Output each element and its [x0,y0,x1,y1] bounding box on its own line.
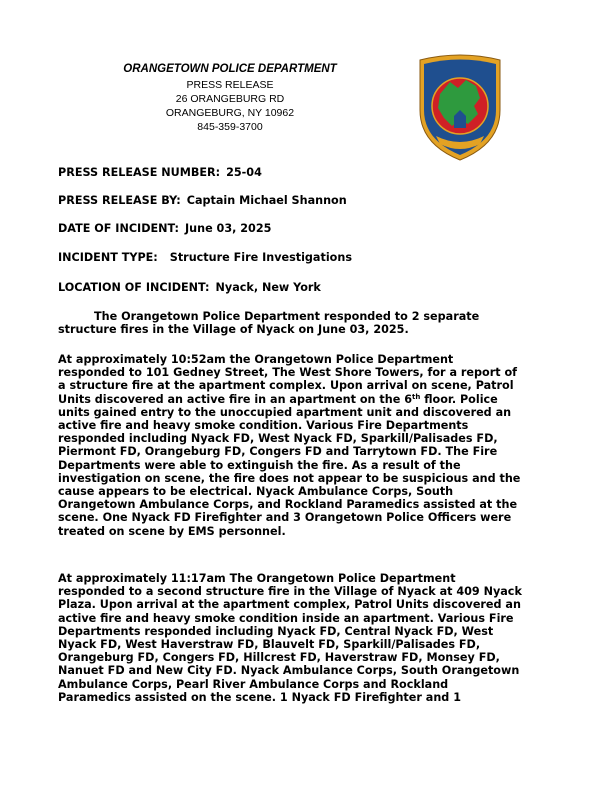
paragraph-line: Plaza. Upon arrival at the apartment complex, Patrol Units discovered an [58,598,521,612]
document-type: PRESS RELEASE [186,79,274,91]
date-of-incident [58,222,271,235]
field-label: DATE OF INCIDENT: [58,222,179,235]
letterhead [110,62,350,134]
paragraph-line: Ambulance Corps, Pearl River Ambulance Corps and Rockland [58,677,449,691]
field-value: June 03, 2025 [184,222,272,235]
paragraph-line: scene. One Nyack FD Firefighter and 3 Orangetown Police Officers were [58,511,512,525]
paragraph-line: Nanuet FD and New City FD. Nyack Ambulance Corps, South Orangetown [58,664,520,678]
paragraph-line: investigation on scene, the fire does not appear to be suspicious and the [58,471,521,485]
intro-paragraph [58,310,558,336]
incident-type [58,251,352,264]
location-of-incident [58,281,321,294]
field-value: Captain Michael Shannon [186,194,347,207]
paragraph-line: treated on scene by EMS personnel. [58,524,286,538]
field-label: LOCATION OF INCIDENT: [58,281,210,294]
paragraph-line: Paramedics assisted on the scene. 1 Nyack FD Firefighter and 1 [58,690,461,704]
phone-number: 845-359-3700 [197,121,263,133]
paragraph-line: At approximately 10:52am the Orangetown Police Department [58,353,454,366]
address-line-1: 26 ORANGEBURG RD [175,93,285,105]
field-label: INCIDENT TYPE: [58,251,158,264]
paragraph-line: cause appears to be electrical. Nyack Ambulance Corps, South [58,485,454,499]
paragraph-line: Orangeburg FD, Congers FD, Hillcrest FD, Haverstraw FD, Monsey FD, [58,651,500,665]
first-fire-paragraph [58,353,558,538]
ordinal-suffix: th [412,392,421,401]
paragraph-line [58,393,558,406]
field-value: Structure Fire Investigations [169,251,352,264]
field-value: Nyack, New York [215,281,321,294]
paragraph-line: Departments were able to extinguish the fire. As a result of the [58,458,461,472]
address-line-2: ORANGEBURG, NY 10962 [165,107,295,119]
paragraph-line: At approximately 11:17am The Orangetown Police Department [58,572,456,585]
paragraph-line: Nyack FD, West Haverstraw FD, Blauvelt FD, Sparkill/Palisades FD, [58,638,481,652]
field-label: PRESS RELEASE NUMBER: [58,166,221,179]
paragraph-line: The Orangetown Police Department responded to 2 separate [94,310,480,323]
field-value: 25-04 [226,166,262,179]
paragraph-line: Piermont FD, Orangeburg FD, Congers FD and Tarrytown FD. The Fire [58,445,498,459]
paragraph-line: Departments responded including Nyack FD, Central Nyack FD, West [58,624,494,638]
paragraph-line: responded to a second structure fire in the Village of Nyack at 409 Nyack [58,585,522,599]
paragraph-line: Orangetown Ambulance Corps, and Rockland Paramedics assisted at the [58,498,518,512]
paragraph-line: active fire and heavy smoke condition. Various Fire Departments [58,419,469,433]
paragraph-line: units gained entry to the unoccupied apartment unit and discovered an [58,405,512,419]
paragraph-line: active fire and heavy smoke condition inside an apartment. Various Fire [58,611,514,625]
second-fire-paragraph [58,572,558,704]
police-seal-logo [414,52,506,162]
press-release-by [58,194,347,207]
line-text: Units discovered an active fire in an apartment on the 6 [58,392,412,406]
paragraph-line: responded to 101 Gedney Street, The West Shore Towers, for a report of [58,366,518,380]
paragraph-line: structure fires in the Village of Nyack on June 03, 2025. [58,323,409,337]
paragraph-line: responded including Nyack FD, West Nyack FD, Sparkill/Palisades FD, [58,432,498,446]
paragraph-line: a structure fire at the apartment complex. Upon arrival on scene, Patrol [58,379,514,393]
press-release-number [58,166,262,179]
department-name: ORANGETOWN POLICE DEPARTMENT [123,63,337,75]
line-text: floor. Police [420,392,498,406]
field-label: PRESS RELEASE BY: [58,194,181,207]
